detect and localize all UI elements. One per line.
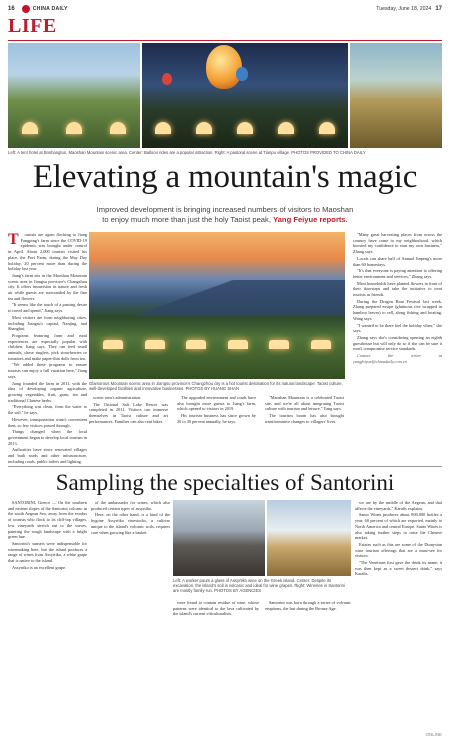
hot-air-balloon-icon [206,45,242,89]
small-balloon-icon [236,67,248,81]
paragraph: The tourism boom has also brought transformative changes to villagers' lives. [265,413,344,424]
paragraph: Santorini was born through a series of volcanic eruptions, the last during the Bronze Age. [265,600,351,611]
paragraph: "The Venetians first gave the drink its name; it was then kept as a sweet dessert drink," says Karalis. [355,560,442,577]
story1-sub-column-2 [177,395,256,464]
paragraph: "It's that everyone is paying attention to offering better environment and services," Zhang says. [353,268,442,279]
paragraph: Jiang founded the farm in 2011, with the idea of developing organic agriculture, growing vegetables, fruit, grain, tea and traditional Chinese herbs. [8,380,87,403]
paragraph: Things changed when the local government began to develop local tourism in 2013. [8,429,87,446]
paragraph: "Maoshan Mountain is a celebrated Taoist site, and we're all about integrating Taoist culture with tourism and leisure," Yang says. [265,395,344,412]
paragraph: we are by the middle of the Aegean, and that affects the vineyards," Karalis explains. [355,500,442,511]
tent-hotel-photo [8,43,140,148]
paragraph: The upgraded environment and roads have also brought more guests to Jiang's farm, which opened to visitors in 2019. [177,395,256,412]
story2-column-2 [91,500,170,725]
story1-sub-columns [89,395,345,464]
paragraph: Assyrtiko is an excellent grape. [12,564,67,570]
vineyard-photo [267,500,351,576]
writer-contact: Contact the writer at yangfeiyue@chinadaily.com.cn [353,353,442,364]
maoshan-landscape-photo [89,232,345,379]
maoshan-photo-caption: Glamorous Mountain scenic area in Jiangsu province's Changzhou city is a hot tourist destination for its natural landscape. Taoist culture, well-developed facilities and innovative businesses. PHOTOS BY HUANG SHAN [89,381,343,392]
paragraph: Santorini's sunsets were indispensable for winemaking here, but the island produces a range of wines from Assyrtiko, a white grape that is native to the island. [8,540,87,564]
section-divider [8,40,442,41]
paragraph: Most visitors are from neighboring cities, including Jiangsu's capital, Nanjing, and Shanghai. [8,314,87,332]
story2-left-columns [8,500,170,725]
paragraph: Most households have planted flowers in front of their doorsteps and take the initiative to treat tourists as friends. [353,280,442,298]
paragraph: Jiang's farm sits in the Maoshan Mountain scenic area in Jiangsu province's Changzhou city. It offers immersion in nature and fresh air while guests are surrounded by the fine tea and flowers. [8,272,87,301]
paragraph: His tourism business has since grown by 20 to 30 percent annually, he says. [177,413,256,424]
section-title: LIFE [8,15,57,37]
paragraph: "I wanted to be there feel the holiday vibes," she says. [353,322,442,334]
story1-sub-column-1 [89,395,168,464]
paragraph: scenic area's administration. [93,395,142,400]
paragraph: Programs featuring farm and rural experiences are especially popular with children, Jiang says. They can feed small animals, chase ringlets, pick strawberries or tomatoes and make paper-thin dolls from tea. [8,332,87,361]
paragraph: "It seems like the touch of a passing desire to travel and spend," Jiang says. [8,302,87,314]
paragraph: During the Dragon Boat Festival last week, Zhang prepared exsipe (glutinous rice wrapped in bamboo leaves) to sell, along fishing and boating, Wang says. [353,298,442,321]
paragraph: "Many great harvesting places from across the country have come to my neighborhood, which boosted my confidence to start my own business," Zhang says. [353,232,442,255]
paragraph: "Everything was clean, from the water to the soil," he says. [8,404,87,416]
santorini-photo-caption: Left: A worker pours a glass of Assyrtiko wine on the Greek island. Center: Despite its excavation, the island's soil is volcanic and ideal for wine grapes. Right: Wineries in Santorini are mostly family-run. PHOTOS BY AGENCIES [173,578,345,594]
story1-headline: Elevating a mountain's magic [32,159,418,195]
paragraph: were found to contain residue of wine, whose patterns were identical to the lava cultivated by the island's current viticulturalists. [173,600,259,617]
story2-column-1 [8,500,87,725]
paragraph: Zhang says she's considering opening an eighth guesthouse but will only do so if she can be sure it won't compromise service standards. [353,334,442,352]
paragraph: Estates such as this are some of the Dionysian wine tourism offerings that are a must-see for visitors. [355,541,442,559]
story-divider [8,466,442,467]
story1-right-column [353,232,442,464]
paragraph: Authorities have since renovated villages and built roads and other infrastructure, including roads, public toilets and lighting. [8,447,87,464]
page-number-left: 16 [8,5,15,12]
story1-column-1 [8,232,87,464]
balloon-photo [142,43,348,148]
paragraph: Santo Wines produces about 800,000 bottles a year, 60 percent of which are exported, mainly to North America and central Europe. Santo Wines is also taking further steps to raise the Chinese market. [355,512,442,541]
wine-pouring-photo [173,500,265,576]
story1-deck [95,205,355,224]
paragraph: SANTORINI, Greece — On the southern and eastern slopes of the Santorini volcano in the south Aegean Sea, away from the exodus of tourists who flock to its cliff-top villages, low vineyards stretch out to the waves, painting the rough landscape with a bright green hue. [8,500,87,540]
small-balloon-icon [162,73,172,85]
top-photo-caption: Left: A tent hotel at Boshangtun, Maoshan Mountain scenic area. Center: Balloon rides are a popular attraction. Right: A pastoral scene at Tianpu village. PHOTOS PROVIDED TO CHINA DAILY [8,150,366,155]
story2-column-4 [265,600,351,725]
paragraph: ourists are again flocking to Jiang Fangping's farm since the COVID-19 epidemic was brought under control in April. About 2,000 tourists visited his place, the Pavi Farm, during the May Day holiday, 20 percent more than during the holiday last year. [8,232,87,272]
publication-name: CHINA DAILY [32,5,68,12]
publication-logo-icon [22,5,30,13]
story1-sub-column-3 [265,395,344,464]
story2-headline: Sampling the specialties of Santorini [55,470,395,495]
page-footer: ONLINE [425,732,442,737]
story2-column-3 [173,600,259,725]
paragraph: However, transportation wasn't convenient then, so few visitors passed through. [8,416,87,428]
top-bar [8,3,442,14]
pastoral-scene-photo [350,43,442,148]
paragraph: Here, on the other hand, is a kind of the bygone Assyrtiko vinestocks, a cultivar unique to the island's volcanic soils, requires care when growing like a basket. [91,512,170,535]
story2-right-column [355,500,442,725]
page-number-right: 17 [435,5,442,12]
paragraph: of the ambassador for wines, which also produced certain types of assyrtiko. [91,500,170,511]
paragraph: "We added these programs to ensure tourists can enjoy a full vacation here," Jiang says. [8,362,87,379]
story1-byline: Yang Feiyue reports. [273,214,348,224]
santorini-photos [173,500,351,576]
story1-dropcap: T [8,232,19,248]
issue-date: Tuesday, June 18, 2024 [376,5,432,12]
top-photo-strip [8,43,442,148]
story1-deck-text: Improved development is bringing increased numbers of visitors to Maoshan to enjoy much more than just the holy Taoist peak, [96,205,354,224]
paragraph: The Ortional Salt Lake Resort was completed in 2011. Visitors can immerse themselves in Taoist culture and art performances. Families can also rent bikes. [89,401,168,424]
paragraph: Locals can share half of Annual Jinpeng's more than 60 homestays. [353,255,442,267]
story2-middle-columns [173,600,351,725]
